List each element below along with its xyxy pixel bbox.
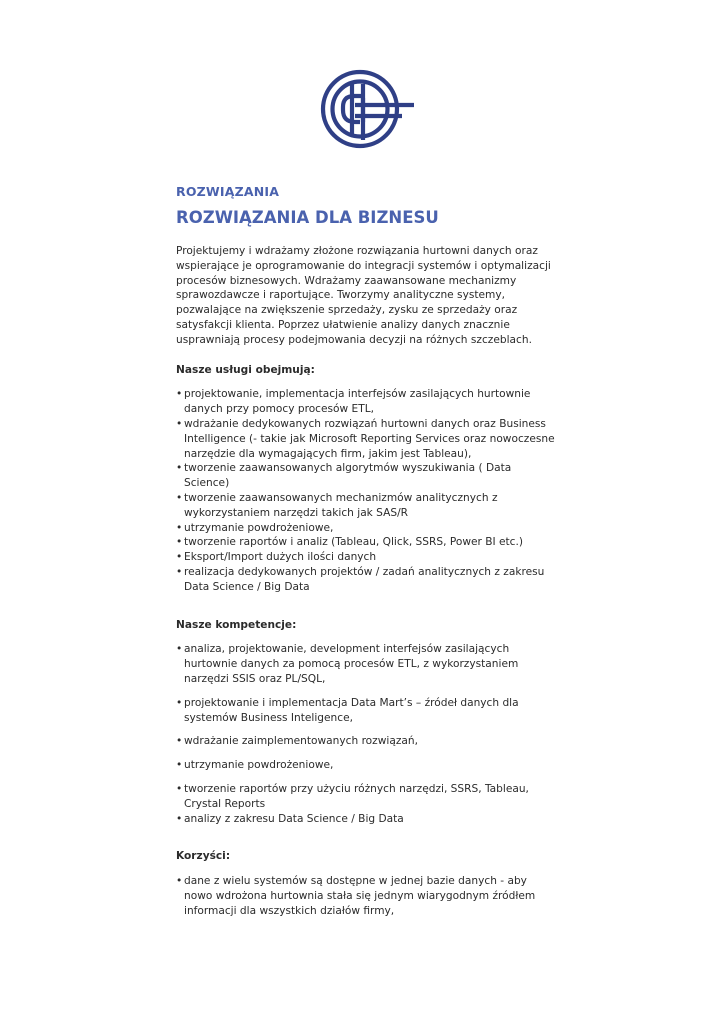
list-item: • realizacja dedykowanych projektów / zadań analitycznych z zakresu Data Science / Big Data [176,565,556,595]
company-logo [320,68,416,150]
list-item: • Eksport/Import dużych ilości danych [176,550,556,565]
list-item: • projektowanie i implementacja Data Mart’s – źródeł danych dla systemów Business Inteligence, [176,696,556,726]
list-item: • tworzenie zaawansowanych algorytmów wyszukiwania ( Data Science) [176,461,556,491]
list-item: • dane z wielu systemów są dostępne w jednej bazie danych - aby nowo wdrożona hurtownia stała się jednym wiarygodnym źródłem informacji dla wszystkich działów firmy, [176,874,556,918]
competences-heading: Nasze kompetencje: [176,618,297,631]
list-item: • analiza, projektowanie, development interfejsów zasilających hurtownie danych za pomocą procesów ETL, z wykorzystaniem narzędzi SSIS oraz PL/SQL, [176,642,556,686]
page-title: ROZWIĄZANIA DLA BIZNESU [176,208,439,227]
competences-list [176,642,556,826]
list-item: • tworzenie zaawansowanych mechanizmów analitycznych z wykorzystaniem narzędzi takich jak SAS/R [176,491,556,521]
list-item: • tworzenie raportów przy użyciu różnych narzędzi, SSRS, Tableau, Crystal Reports [176,782,556,812]
list-item: • utrzymanie powdrożeniowe, [176,521,556,536]
main-content [176,184,556,918]
list-item: • utrzymanie powdrożeniowe, [176,758,556,773]
services-heading: Nasze usługi obejmują: [176,363,315,376]
services-list [176,387,556,594]
list-item: • analizy z zakresu Data Science / Big Data [176,812,556,827]
benefits-list [176,874,556,918]
list-item: • wdrażanie dedykowanych rozwiązań hurtowni danych oraz Business Intelligence (- takie jak Microsoft Reporting Services oraz nowoczesne narzędzie dla wymagających firm, jakim jest Tableau), [176,417,556,461]
company-logo-icon [320,68,416,150]
section-kicker: ROZWIĄZANIA [176,184,280,199]
list-item: • wdrażanie zaimplementowanych rozwiązań, [176,734,556,749]
list-item: • tworzenie raportów i analiz (Tableau, Qlick, SSRS, Power BI etc.) [176,535,556,550]
intro-paragraph: Projektujemy i wdrażamy złożone rozwiązania hurtowni danych oraz wspierające je oprogramowanie do integracji systemów i optymalizacji procesów biznesowych. Wdrażamy zaawansowane mechanizmy sprawozdawcze i raportujące. Tworzymy analityczne systemy, pozwalające na zwiększenie sprzedaży, zysku ze sprzedaży oraz satysfakcji klienta. Poprzez ułatwienie analizy danych znacznie usprawniają procesy podejmowania decyzji na różnych szczeblach. [176,245,551,346]
benefits-heading: Korzyści: [176,850,231,863]
list-item: • projektowanie, implementacja interfejsów zasilających hurtownie danych przy pomocy procesów ETL, [176,387,556,417]
